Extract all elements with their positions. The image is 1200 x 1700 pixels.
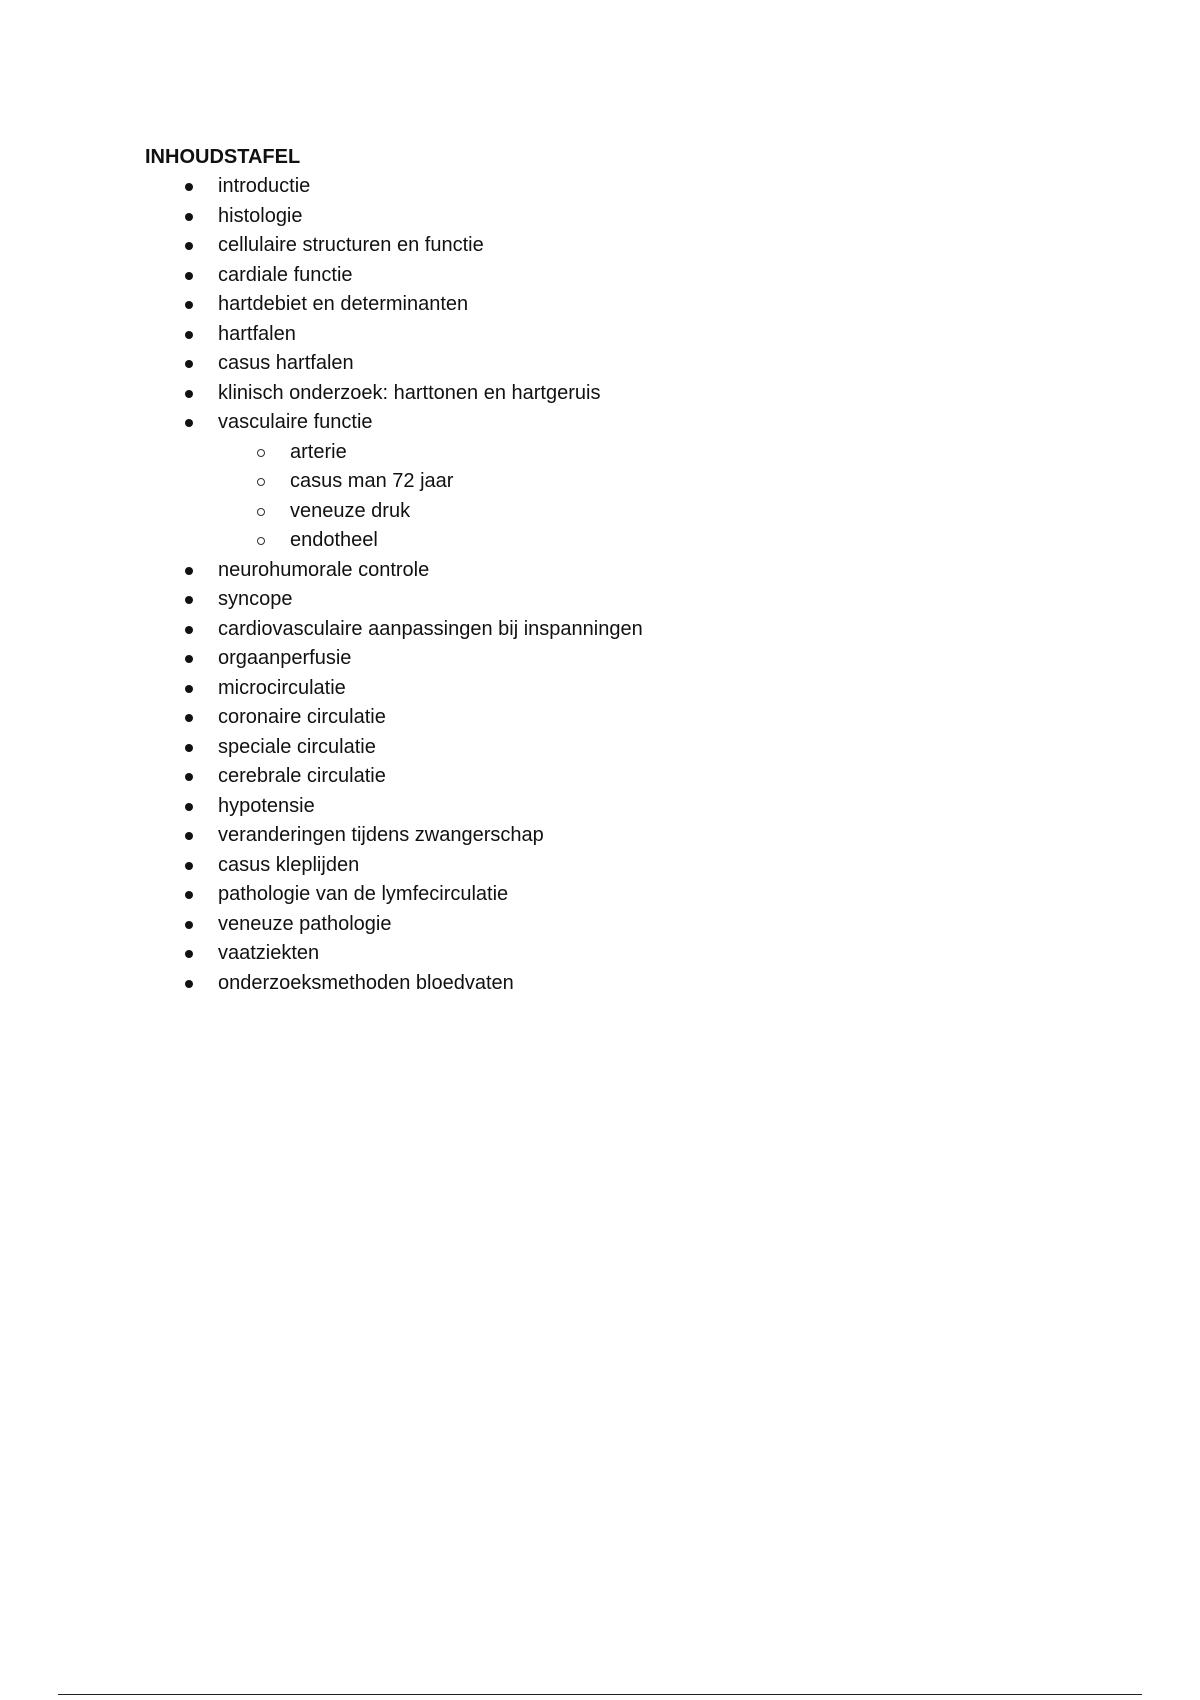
bullet-icon [185, 744, 193, 752]
bullet-icon [185, 655, 193, 663]
toc-item-label: syncope [218, 588, 293, 610]
toc-item-label: introductie [218, 175, 311, 197]
bullet-icon [185, 331, 193, 339]
bullet-icon [185, 301, 193, 309]
toc-item-label: coronaire circulatie [218, 706, 386, 728]
toc-item-label: klinisch onderzoek: harttonen en hartgeruis [218, 381, 601, 404]
bullet-icon [185, 921, 193, 929]
hollow-bullet-icon [257, 478, 265, 486]
hollow-bullet-icon [257, 508, 265, 516]
toc-item-label: hartfalen [218, 322, 296, 345]
toc-item-label: cellulaire structuren en functie [218, 234, 484, 256]
toc-item-label: neurohumorale controle [218, 558, 430, 581]
toc-item-label: veranderingen tijdens zwangerschap [218, 824, 544, 846]
toc-item-label: speciale circulatie [218, 735, 376, 758]
hollow-bullet-icon [257, 449, 265, 457]
bullet-icon [185, 950, 193, 958]
bullet-icon [185, 419, 193, 427]
bullet-icon [185, 626, 193, 634]
toc-item-label: casus hartfalen [218, 352, 354, 374]
toc-item-label: onderzoeksmethoden bloedvaten [218, 971, 514, 994]
toc-item-label: cardiovasculaire aanpassingen bij inspanningen [218, 617, 643, 640]
toc-item-label: microcirculatie [218, 676, 346, 699]
toc-item-label: vaatziekten [218, 942, 320, 964]
bullet-icon [185, 980, 193, 988]
bullet-icon [185, 596, 193, 604]
toc-item-label: endotheel [290, 529, 378, 551]
bullet-icon [185, 360, 193, 368]
toc-item-label: pathologie van de lymfecirculatie [218, 883, 509, 905]
bullet-icon [185, 213, 193, 221]
toc-item-label: hypotensie [218, 794, 315, 817]
page-bottom-rule [58, 1694, 1142, 1695]
bullet-icon [185, 242, 193, 250]
toc-item-label: hartdebiet en determinanten [218, 293, 469, 315]
toc-item-label: casus man 72 jaar [290, 470, 454, 492]
bullet-icon [185, 891, 193, 899]
bullet-icon [185, 832, 193, 840]
bullet-icon [185, 390, 193, 398]
hollow-bullet-icon [257, 537, 265, 545]
toc-title: INHOUDSTAFEL [145, 146, 301, 168]
bullet-icon [185, 803, 193, 811]
toc-item-label: cerebrale circulatie [218, 765, 386, 787]
toc-item-label: cardiale functie [218, 263, 353, 286]
bullet-icon [185, 685, 193, 693]
toc-item-label: arterie [290, 440, 347, 463]
bullet-icon [185, 272, 193, 280]
bullet-icon [185, 567, 193, 575]
toc-item-label: vasculaire functie [218, 411, 373, 433]
toc-item-label: veneuze druk [290, 499, 411, 522]
toc-item-label: casus kleplijden [218, 853, 360, 876]
toc-item-label: orgaanperfusie [218, 647, 352, 669]
bullet-icon [185, 183, 193, 191]
bullet-icon [185, 862, 193, 870]
bullet-icon [185, 773, 193, 781]
toc-item-label: veneuze pathologie [218, 912, 392, 935]
bullet-icon [185, 714, 193, 722]
toc-item-label: histologie [218, 204, 303, 227]
